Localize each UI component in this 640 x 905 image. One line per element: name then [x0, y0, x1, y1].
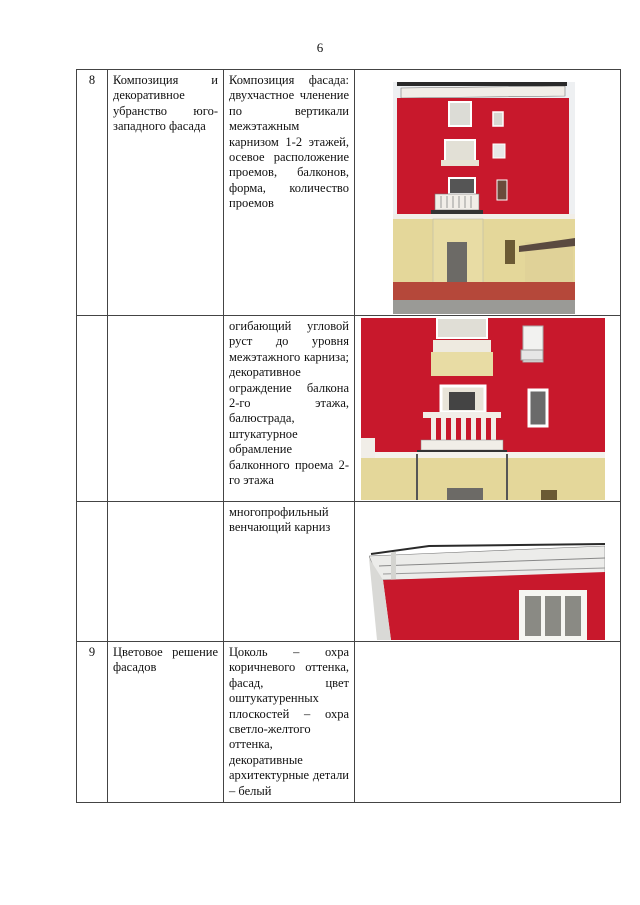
page-number: 6: [316, 40, 324, 55]
table-row: [77, 502, 621, 642]
table-row: [77, 642, 621, 803]
facade-photo-cornice: [369, 540, 605, 640]
photo-cell: [355, 70, 621, 316]
photo-cell: [355, 642, 621, 803]
item-description: многопрофильный венчающий карниз: [224, 502, 355, 642]
item-description: огибающий угловой руст до уровня межэтажного карниза; декоративное ограждение балкона 2-го этажа, балюстрада, штукатурное обрамление балконного проема 2-го этажа: [224, 316, 355, 502]
table-row: [77, 70, 621, 316]
row-number: 8: [77, 70, 108, 316]
item-name: [108, 502, 224, 642]
facade-table: [76, 69, 621, 803]
facade-photo-balcony: [361, 318, 605, 500]
item-name: Композиция и декоративное убранство юго-западного фасада: [108, 70, 224, 316]
row-number: [77, 316, 108, 502]
item-description: Композиция фасада: двухчастное членение по вертикали межэтажным карнизом 1-2 этажей, осевое расположение проемов, балконов, форма, количество проемов: [224, 70, 355, 316]
item-description: Цоколь – охра коричневого оттенка, фасад, цвет оштукатуренных плоскостей – охра светло-желтого оттенка, декоративные архитектурные детали – белый: [224, 642, 355, 803]
item-name: Цветовое решение фасадов: [108, 642, 224, 803]
row-number: 9: [77, 642, 108, 803]
item-name: [108, 316, 224, 502]
photo-cell: [355, 316, 621, 502]
facade-photo-overall: [393, 82, 575, 314]
row-number: [77, 502, 108, 642]
table-row: [77, 316, 621, 502]
photo-cell: [355, 502, 621, 642]
